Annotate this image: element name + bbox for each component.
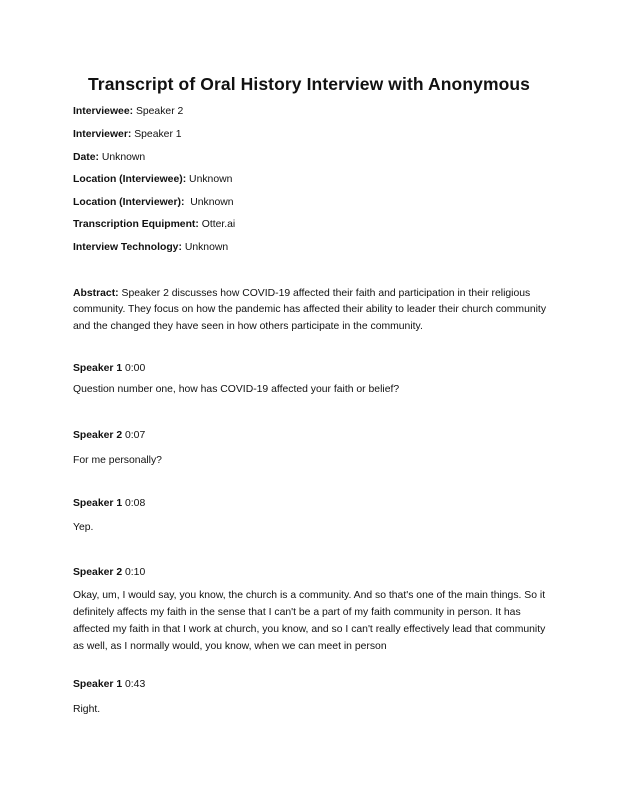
meta-location-interviewee bbox=[73, 173, 232, 187]
meta-label: Date: bbox=[73, 152, 99, 163]
utterance: Yep. bbox=[73, 522, 94, 533]
meta-transcription-equipment bbox=[73, 218, 235, 232]
utterance: Okay, um, I would say, you know, the church is a community. And so that's one of the main things. So it definitely affects my faith in the sense that I can't be a part of my faith community in person. It has affected my faith in that I work at church, you know, and so I can't really effectively lead that community as well, as I normally would, you know, when we can meet in person bbox=[73, 590, 546, 652]
meta-value: Speaker 1 bbox=[131, 129, 182, 140]
meta-interviewer bbox=[73, 128, 182, 142]
speaker-name: Speaker 2 bbox=[73, 567, 123, 578]
meta-value: Unknown bbox=[186, 174, 233, 185]
speaker-name: Speaker 1 bbox=[73, 363, 123, 374]
timestamp: 0:07 bbox=[122, 430, 146, 441]
utterance: Right. bbox=[73, 704, 101, 715]
meta-date bbox=[73, 151, 145, 165]
timestamp: 0:10 bbox=[122, 567, 146, 578]
meta-value: Speaker 2 bbox=[133, 106, 184, 117]
meta-interviewee bbox=[73, 105, 183, 119]
utterance: For me personally? bbox=[73, 455, 162, 466]
speaker-heading bbox=[73, 362, 145, 376]
speaker-heading bbox=[73, 678, 145, 692]
meta-value: Unknown bbox=[181, 242, 229, 253]
meta-label: Interview Technology: bbox=[73, 242, 182, 253]
timestamp: 0:00 bbox=[122, 363, 146, 374]
speaker-name: Speaker 1 bbox=[73, 498, 123, 509]
meta-label: Interviewee: bbox=[73, 106, 134, 117]
meta-label: Location (Interviewer): bbox=[73, 197, 185, 208]
meta-label: Location (Interviewee): bbox=[73, 174, 187, 185]
meta-location-interviewer bbox=[73, 196, 234, 210]
speaker-heading bbox=[73, 497, 145, 511]
timestamp: 0:08 bbox=[122, 498, 146, 509]
speaker-heading bbox=[73, 429, 145, 443]
meta-label: Transcription Equipment: bbox=[73, 219, 199, 230]
document-title: Transcript of Oral History Interview with Anonymous bbox=[87, 74, 531, 94]
meta-value: Otter.ai bbox=[198, 219, 236, 230]
abstract-label: Abstract: bbox=[73, 288, 119, 299]
timestamp: 0:43 bbox=[122, 679, 146, 690]
meta-interview-technology bbox=[73, 241, 228, 255]
meta-value: Unknown bbox=[98, 152, 146, 163]
abstract-text: Speaker 2 discusses how COVID-19 affected their faith and participation in their religious community. They focus on how the pandemic has affected their ability to leader their church community and the changed they have seen in how others participate in the community. bbox=[73, 288, 547, 332]
meta-label: Interviewer: bbox=[73, 129, 132, 140]
meta-value: Unknown bbox=[184, 197, 234, 208]
speaker-name: Speaker 1 bbox=[73, 679, 123, 690]
utterance: Question number one, how has COVID-19 affected your faith or belief? bbox=[73, 384, 400, 395]
abstract bbox=[73, 286, 553, 335]
speaker-heading bbox=[73, 566, 145, 580]
speaker-name: Speaker 2 bbox=[73, 430, 123, 441]
